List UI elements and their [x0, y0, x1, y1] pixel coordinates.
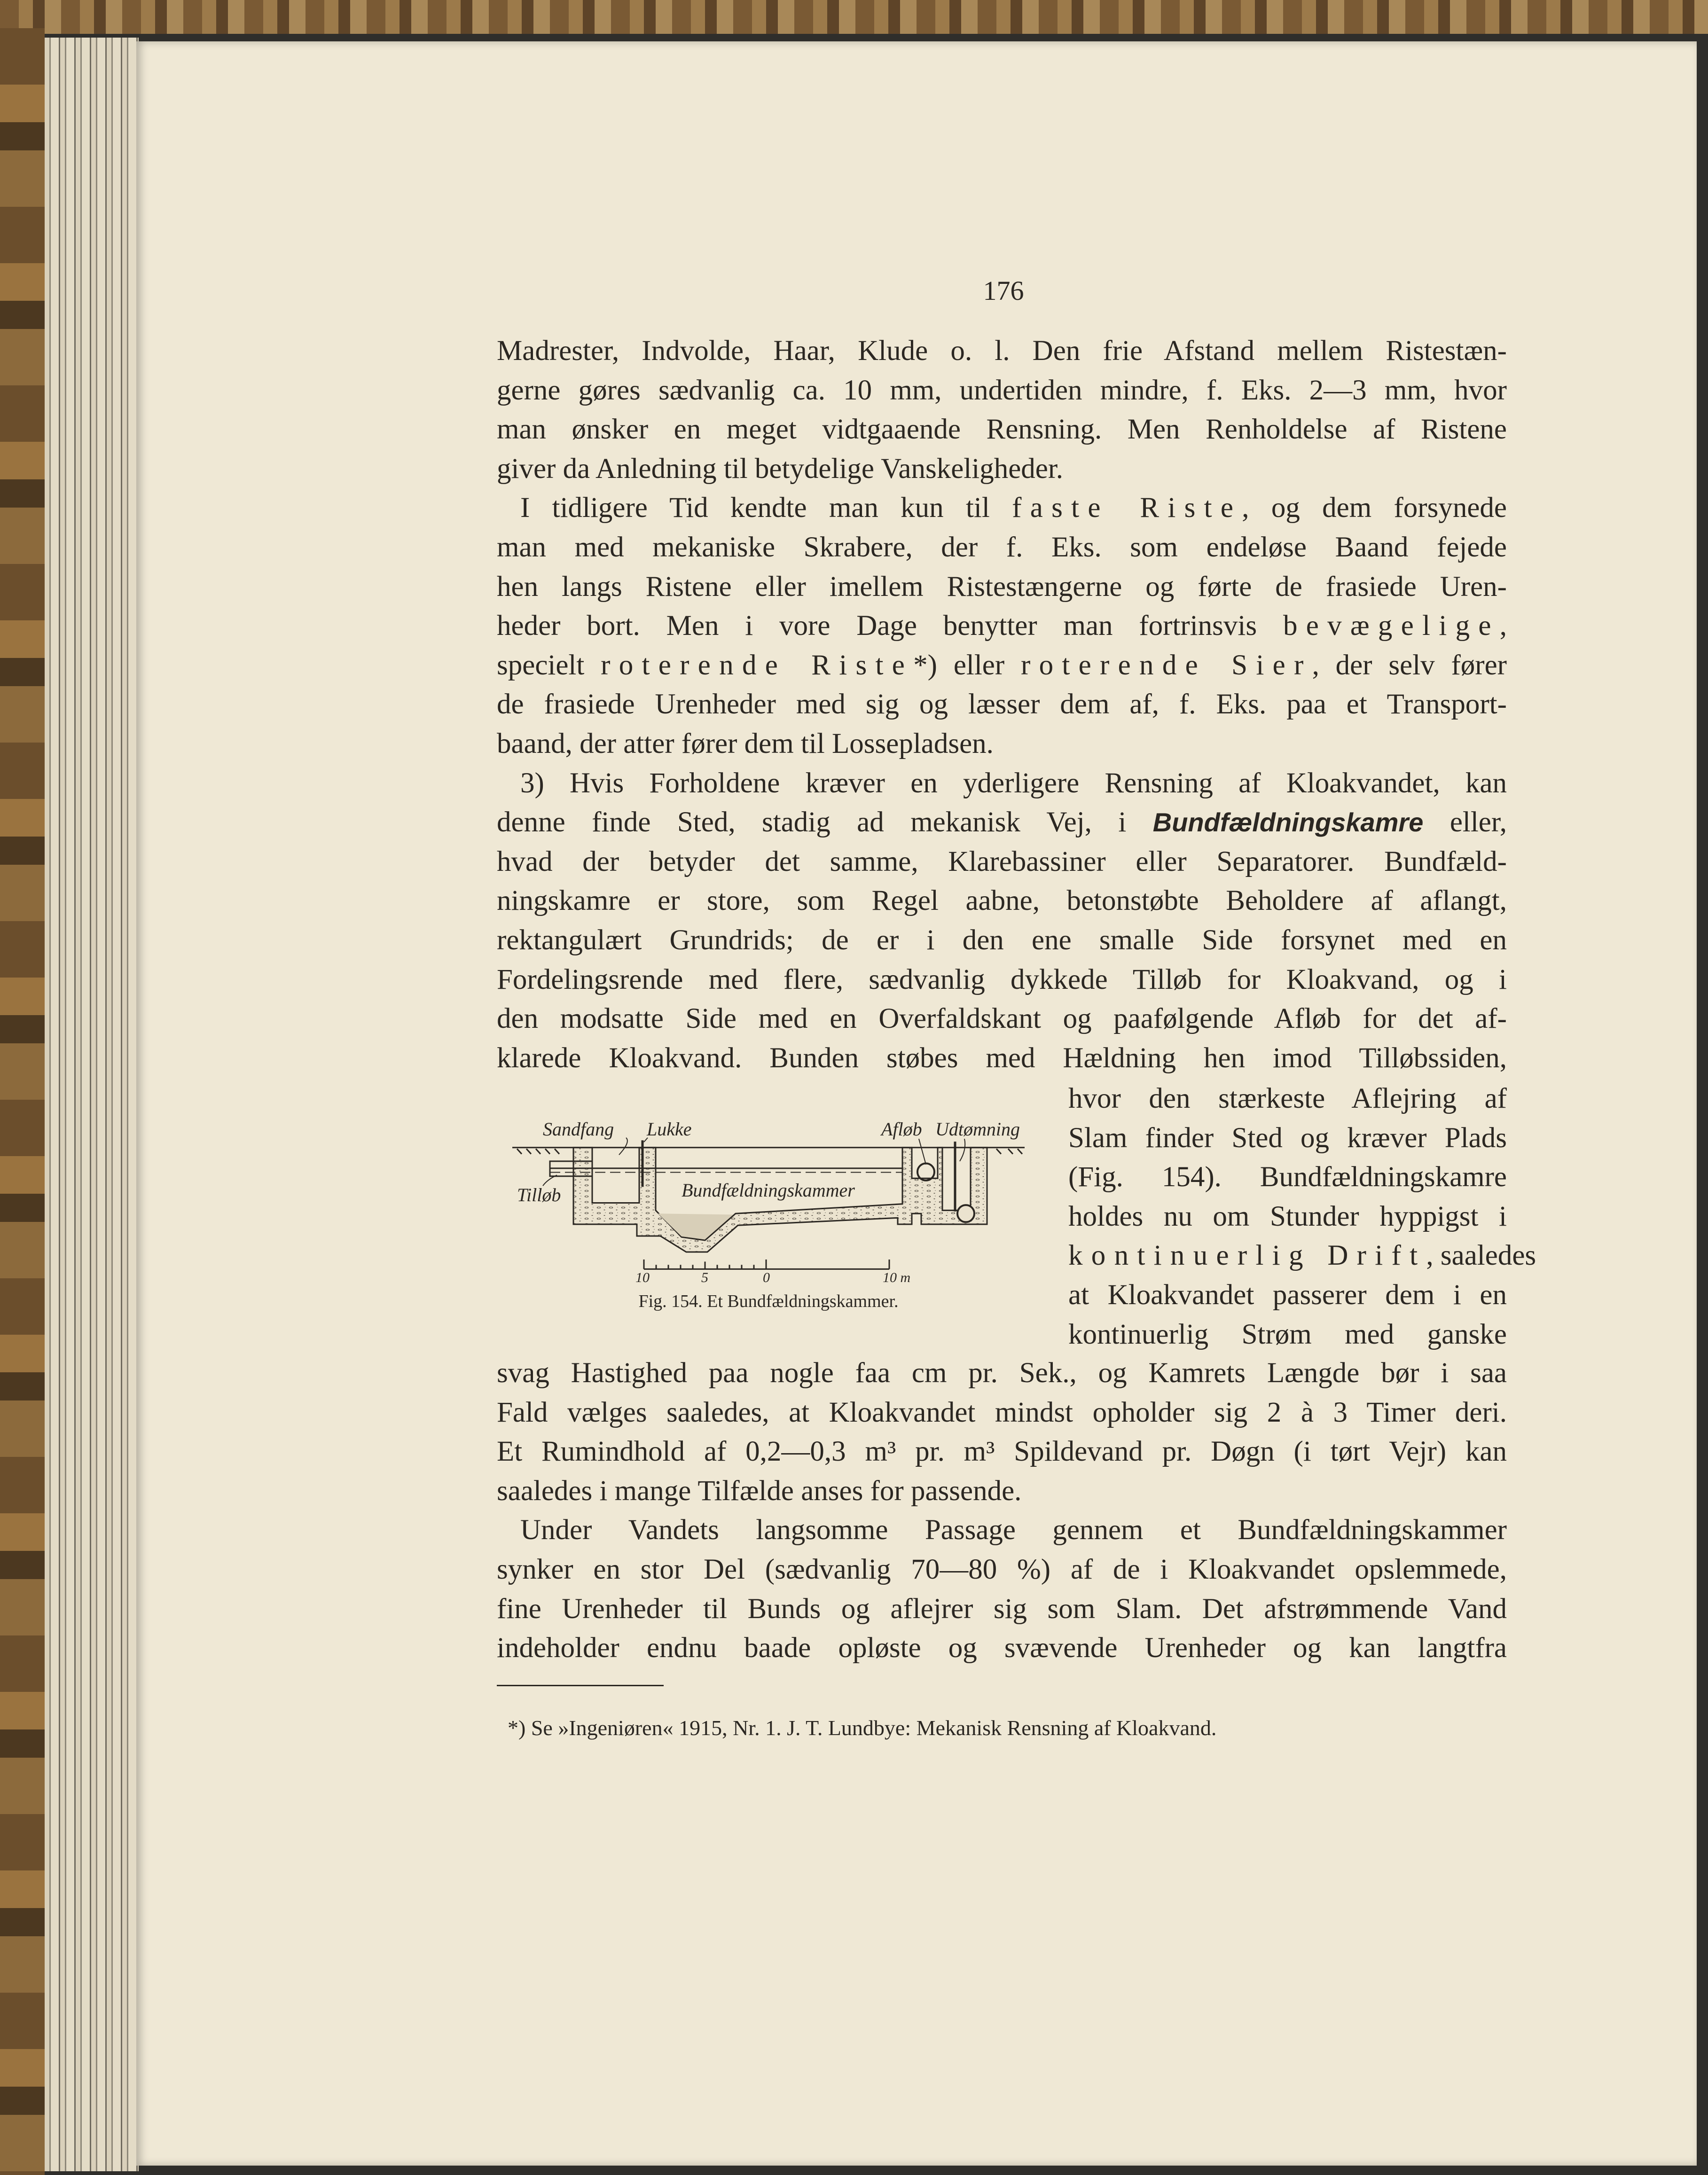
text-right-column	[1068, 1079, 1536, 1354]
text-line	[497, 646, 1507, 685]
text-line: man med mekaniske Skrabere, der f. Eks. som endeløse Baand fejede	[497, 531, 1507, 563]
text-line: fine Urenheder til Bunds og aflejrer sig som Slam. Det afstrømmende Vand	[497, 1593, 1507, 1625]
text-line: indeholder endnu baade opløste og svævende Urenheder og kan langtfra	[497, 1632, 1507, 1664]
text-line: svag Hastighed paa nogle faa cm pr. Sek., og Kamrets Længde bør i saa	[497, 1357, 1507, 1389]
text-block-top	[497, 331, 1507, 1078]
text-line: de frasiede Urenheder med sig og læsser dem af, f. Eks. paa et Transport-	[497, 688, 1507, 720]
text-line: kontinuerlig Strøm med ganske	[1068, 1318, 1507, 1350]
scale-label: 5	[701, 1270, 708, 1285]
text-line: hvad der betyder det samme, Klarebassiner eller Separatorer. Bundfæld-	[497, 845, 1507, 877]
text-line: Slam finder Sted og kræver Plads	[1068, 1122, 1507, 1154]
label-afloeb: Afløb	[881, 1119, 922, 1140]
scale-bar	[644, 1260, 889, 1269]
text-line: ningskamre er store, som Regel aabne, betonstøbte Beholdere af aflangt,	[497, 885, 1507, 917]
text-line: Under Vandets langsomme Passage gennem et Bundfældningskammer	[520, 1514, 1507, 1546]
text-run: heder bort. Men i vore Dage benytter man fortrinsvis	[497, 610, 1283, 642]
book-cover-edge	[0, 28, 45, 2175]
text-line	[1068, 1236, 1536, 1275]
text-line: 3) Hvis Forholdene kræver en yderligere Rensning af Kloakvandet, kan	[520, 767, 1507, 799]
text-run: , saaledes	[1426, 1240, 1536, 1272]
footnote: *) Se »Ingeniøren« 1915, Nr. 1. J. T. Lundbye: Mekanisk Rensning af Kloakvand.	[508, 1716, 1217, 1740]
text-line: hen langs Ristene eller imellem Ristestængerne og førte de frasiede Uren-	[497, 571, 1507, 602]
spaced-emphasis: roterende Riste	[601, 649, 914, 681]
text-run: *) eller	[913, 649, 1021, 681]
text-run: I tidligere Tid kendte man kun til	[520, 492, 1012, 524]
text-block-bottom	[497, 1354, 1507, 1668]
bold-term: Bundfældningskamre	[1152, 807, 1424, 837]
text-run: specielt	[497, 649, 601, 681]
text-line: gerne gøres sædvanlig ca. 10 mm, undertiden mindre, f. Eks. 2—3 mm, hvor	[497, 374, 1507, 406]
text-line: holdes nu om Stunder hyppigst i	[1068, 1200, 1507, 1232]
page-number: 176	[983, 275, 1024, 306]
book-top-edge	[0, 0, 1708, 34]
footnote-rule	[497, 1685, 664, 1686]
page-stack-edges	[45, 38, 139, 2171]
text-line: giver da Anledning til betydelige Vanskeligheder.	[497, 453, 1064, 485]
text-line: den modsatte Side med en Overfaldskant og paafølgende Afløb for det af-	[497, 1003, 1507, 1035]
text-line: Et Rumindhold af 0,2—0,3 m³ pr. m³ Spildevand pr. Døgn (i tørt Vejr) kan	[497, 1436, 1507, 1468]
text-line: Fald vælges saaledes, at Kloakvandet mindst opholder sig 2 à 3 Timer deri.	[497, 1396, 1507, 1428]
text-line: hvor den stærkeste Aflejring af	[1068, 1083, 1507, 1114]
label-udtoemning: Udtømning	[935, 1119, 1020, 1140]
text-run: denne finde Sted, stadig ad mekanisk Vej, i	[497, 806, 1153, 838]
spaced-emphasis: kontinuerlig Drift	[1068, 1240, 1426, 1272]
label-tilloeb: Tilløb	[517, 1184, 561, 1205]
text-line: Fordelingsrende med flere, sædvanlig dykkede Tilløb for Kloakvand, og i	[497, 963, 1507, 995]
scale-label: 10 m	[883, 1270, 911, 1285]
text-line: at Kloakvandet passerer dem i en	[1068, 1279, 1507, 1311]
figure-settling-chamber	[498, 1095, 1039, 1288]
drain-pipe	[957, 1205, 974, 1222]
scale-label: 10	[635, 1270, 650, 1285]
text-line: (Fig. 154). Bundfældningskamre	[1068, 1161, 1507, 1193]
figure-caption: Fig. 154. Et Bundfældningskammer.	[638, 1291, 899, 1311]
label-lukke: Lukke	[647, 1119, 692, 1140]
text-line: baand, der atter fører dem til Lossepladsen.	[497, 728, 994, 759]
spaced-emphasis: faste Riste	[1012, 492, 1242, 524]
text-line	[497, 488, 1507, 528]
spaced-emphasis: bevægelige	[1283, 610, 1500, 642]
text-line	[497, 803, 1507, 842]
text-run: ,	[1499, 610, 1507, 642]
text-run: , og dem forsynede	[1242, 492, 1507, 524]
label-sandfang: Sandfang	[543, 1119, 614, 1140]
text-line	[497, 606, 1507, 646]
text-run: , der selv fører	[1312, 649, 1507, 681]
scale-label: 0	[763, 1270, 770, 1285]
spaced-emphasis: roterende Sier	[1021, 649, 1312, 681]
text-line: klarede Kloakvand. Bunden støbes med Hældning hen imod Tilløbssiden,	[497, 1042, 1507, 1074]
figure-drawing	[512, 1138, 1025, 1269]
text-line: rektangulært Grundrids; de er i den ene smalle Side forsynet med en	[497, 924, 1507, 956]
text-line: saaledes i mange Tilfælde anses for passende.	[497, 1475, 1022, 1507]
text-line: Madrester, Indvolde, Haar, Klude o. l. Den frie Afstand mellem Ristestæn-	[497, 335, 1507, 367]
label-chamber: Bundfældningskammer	[682, 1180, 855, 1201]
text-line: man ønsker en meget vidtgaaende Rensning. Men Renholdelse af Ristene	[497, 414, 1507, 446]
text-line: synker en stor Del (sædvanlig 70—80 %) af de i Kloakvandet opslemmede,	[497, 1553, 1507, 1585]
text-run: eller,	[1423, 806, 1507, 838]
